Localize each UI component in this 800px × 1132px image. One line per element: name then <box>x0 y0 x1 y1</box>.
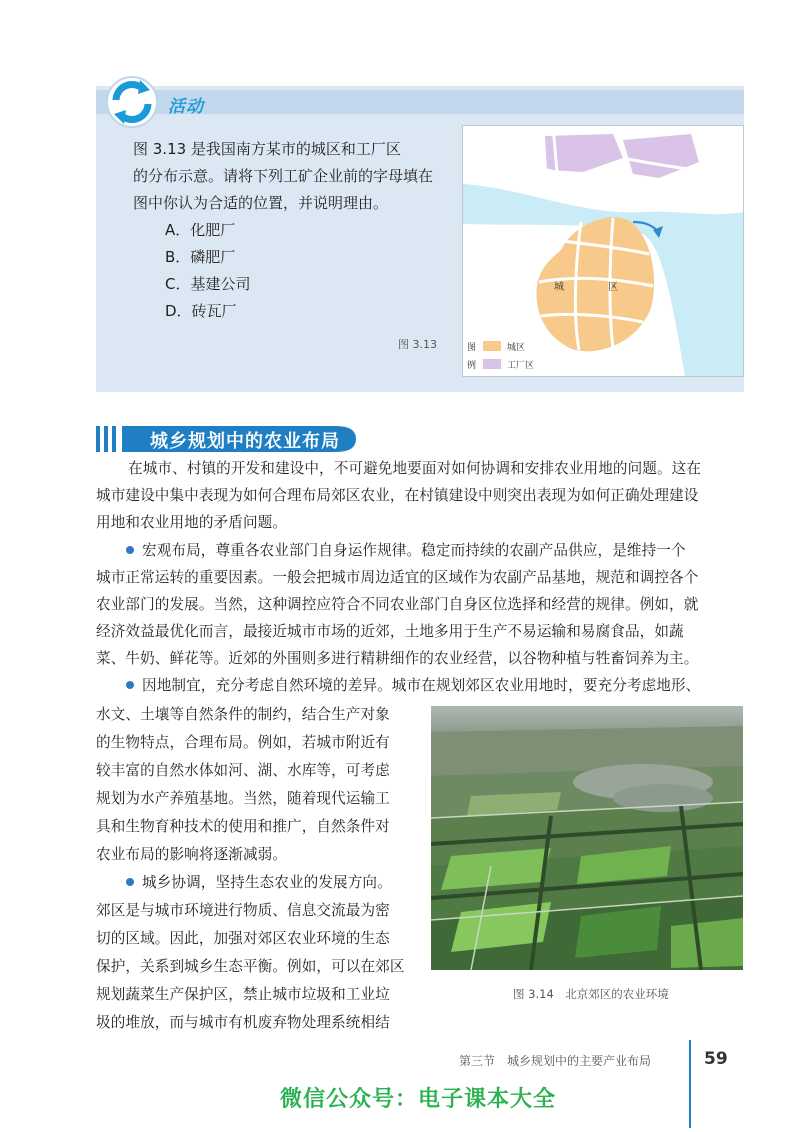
option-a: A．化肥厂 <box>165 221 236 239</box>
paragraph-line: 城市建设中集中表现为如何合理布局郊区农业，在村镇建设中则突出表现为如何正确处理建设 <box>96 487 699 504</box>
paragraph-text: 因地制宜，充分考虑自然环境的差异。城市在规划郊区农业用地时，要充分考虑地形、 <box>142 677 701 694</box>
figure-caption-3-14: 图 3.14 北京郊区的农业环境 <box>513 987 669 1001</box>
paragraph-line: 经济效益最优化而言，最接近城市市场的近郊，土地多用于生产不易运输和易腐食品，如蔬 <box>96 623 684 640</box>
city-map-figure <box>462 125 744 377</box>
bullet-paragraph-line <box>126 674 700 698</box>
paragraph-line: 保护，关系到城乡生态平衡。例如，可以在郊区 <box>96 958 405 975</box>
paragraph-line: 郊区是与城市环境进行物质、信息交流最为密 <box>96 902 390 919</box>
paragraph-line: 切的区域。因此，加强对郊区农业环境的生态 <box>96 930 390 947</box>
paragraph-text: 城乡协调，坚持生态农业的发展方向。 <box>142 874 392 891</box>
bullet-paragraph-line <box>126 539 686 563</box>
activity-line: 的分布示意。请将下列工矿企业前的字母填在 <box>133 167 434 185</box>
paragraph-line: 农业布局的影响将逐渐减弱。 <box>96 846 288 863</box>
watermark-text: 微信公众号：电子课本大全 <box>280 1087 557 1112</box>
paragraph-line: 水文、土壤等自然条件的制约，结合生产对象 <box>96 706 390 723</box>
page-number: 59 <box>704 1049 728 1069</box>
option-d: D．砖瓦厂 <box>165 302 237 320</box>
paragraph-line: 在城市、村镇的开发和建设中，不可避免地要面对如何协调和安排农业用地的问题。这在 <box>128 460 702 477</box>
cycle-arrows-icon <box>104 74 160 130</box>
paragraph-line: 较丰富的自然水体如河、湖、水库等，可考虑 <box>96 762 390 779</box>
activity-line: 图中你认为合适的位置，并说明理由。 <box>133 194 389 212</box>
legend-industry-swatch <box>483 359 501 369</box>
paragraph-line: 具和生物育种技术的使用和推广，自然条件对 <box>96 818 390 835</box>
option-c: C．基建公司 <box>165 275 251 293</box>
legend-industry-label: 工厂区 <box>507 361 535 371</box>
activity-title: 活动 <box>168 97 204 117</box>
industry-zone <box>623 134 699 178</box>
paragraph-text: 宏观布局，尊重各农业部门自身运作规律。稳定而持续的农副产品供应，是维持一个 <box>142 542 686 559</box>
bullet-icon <box>126 878 134 886</box>
paragraph-line: 农业部门的发展。当然，这种调控应符合不同农业部门自身区位选择和经营的规律。例如，就 <box>96 596 699 613</box>
paragraph-line: 圾的堆放，而与城市有机废弃物处理系统相结 <box>96 1014 390 1031</box>
footer-section-title: 第三节 城乡规划中的主要产业布局 <box>459 1054 652 1068</box>
bullet-paragraph-line <box>126 871 392 895</box>
paragraph-line: 用地和农业用地的矛盾问题。 <box>96 514 288 531</box>
bullet-icon <box>126 546 134 554</box>
section-title: 城乡规划中的农业布局 <box>150 431 340 452</box>
paragraph-line: 的生物特点，合理布局。例如，若城市附近有 <box>96 734 390 751</box>
aerial-farmland-photo <box>431 706 743 970</box>
legend-city-label: 城区 <box>507 343 526 353</box>
legend-label-tu: 图 <box>467 343 477 353</box>
legend-city-swatch <box>483 341 501 351</box>
option-b: B．磷肥厂 <box>165 248 236 266</box>
map-label-city-left: 城 <box>554 282 564 293</box>
paragraph-line: 规划为水产养殖基地。当然，随着现代运输工 <box>96 790 390 807</box>
paragraph-line: 规划蔬菜生产保护区，禁止城市垃圾和工业垃 <box>96 986 390 1003</box>
bullet-icon <box>126 681 134 689</box>
legend-label-li: 例 <box>467 361 477 371</box>
activity-line: 图 3.13 是我国南方某市的城区和工厂区 <box>133 140 401 158</box>
figure-caption-3-13: 图 3.13 <box>398 338 437 351</box>
paragraph-line: 菜、牛奶、鲜花等。近郊的外围则多进行精耕细作的农业经营，以谷物种植与牲畜饲养为主。 <box>96 650 699 667</box>
map-label-city-right: 区 <box>608 282 618 293</box>
paragraph-line: 城市正常运转的重要因素。一般会把城市周边适宜的区域作为农副产品基地，规范和调控各个 <box>96 569 699 586</box>
footer-divider <box>689 1040 691 1128</box>
